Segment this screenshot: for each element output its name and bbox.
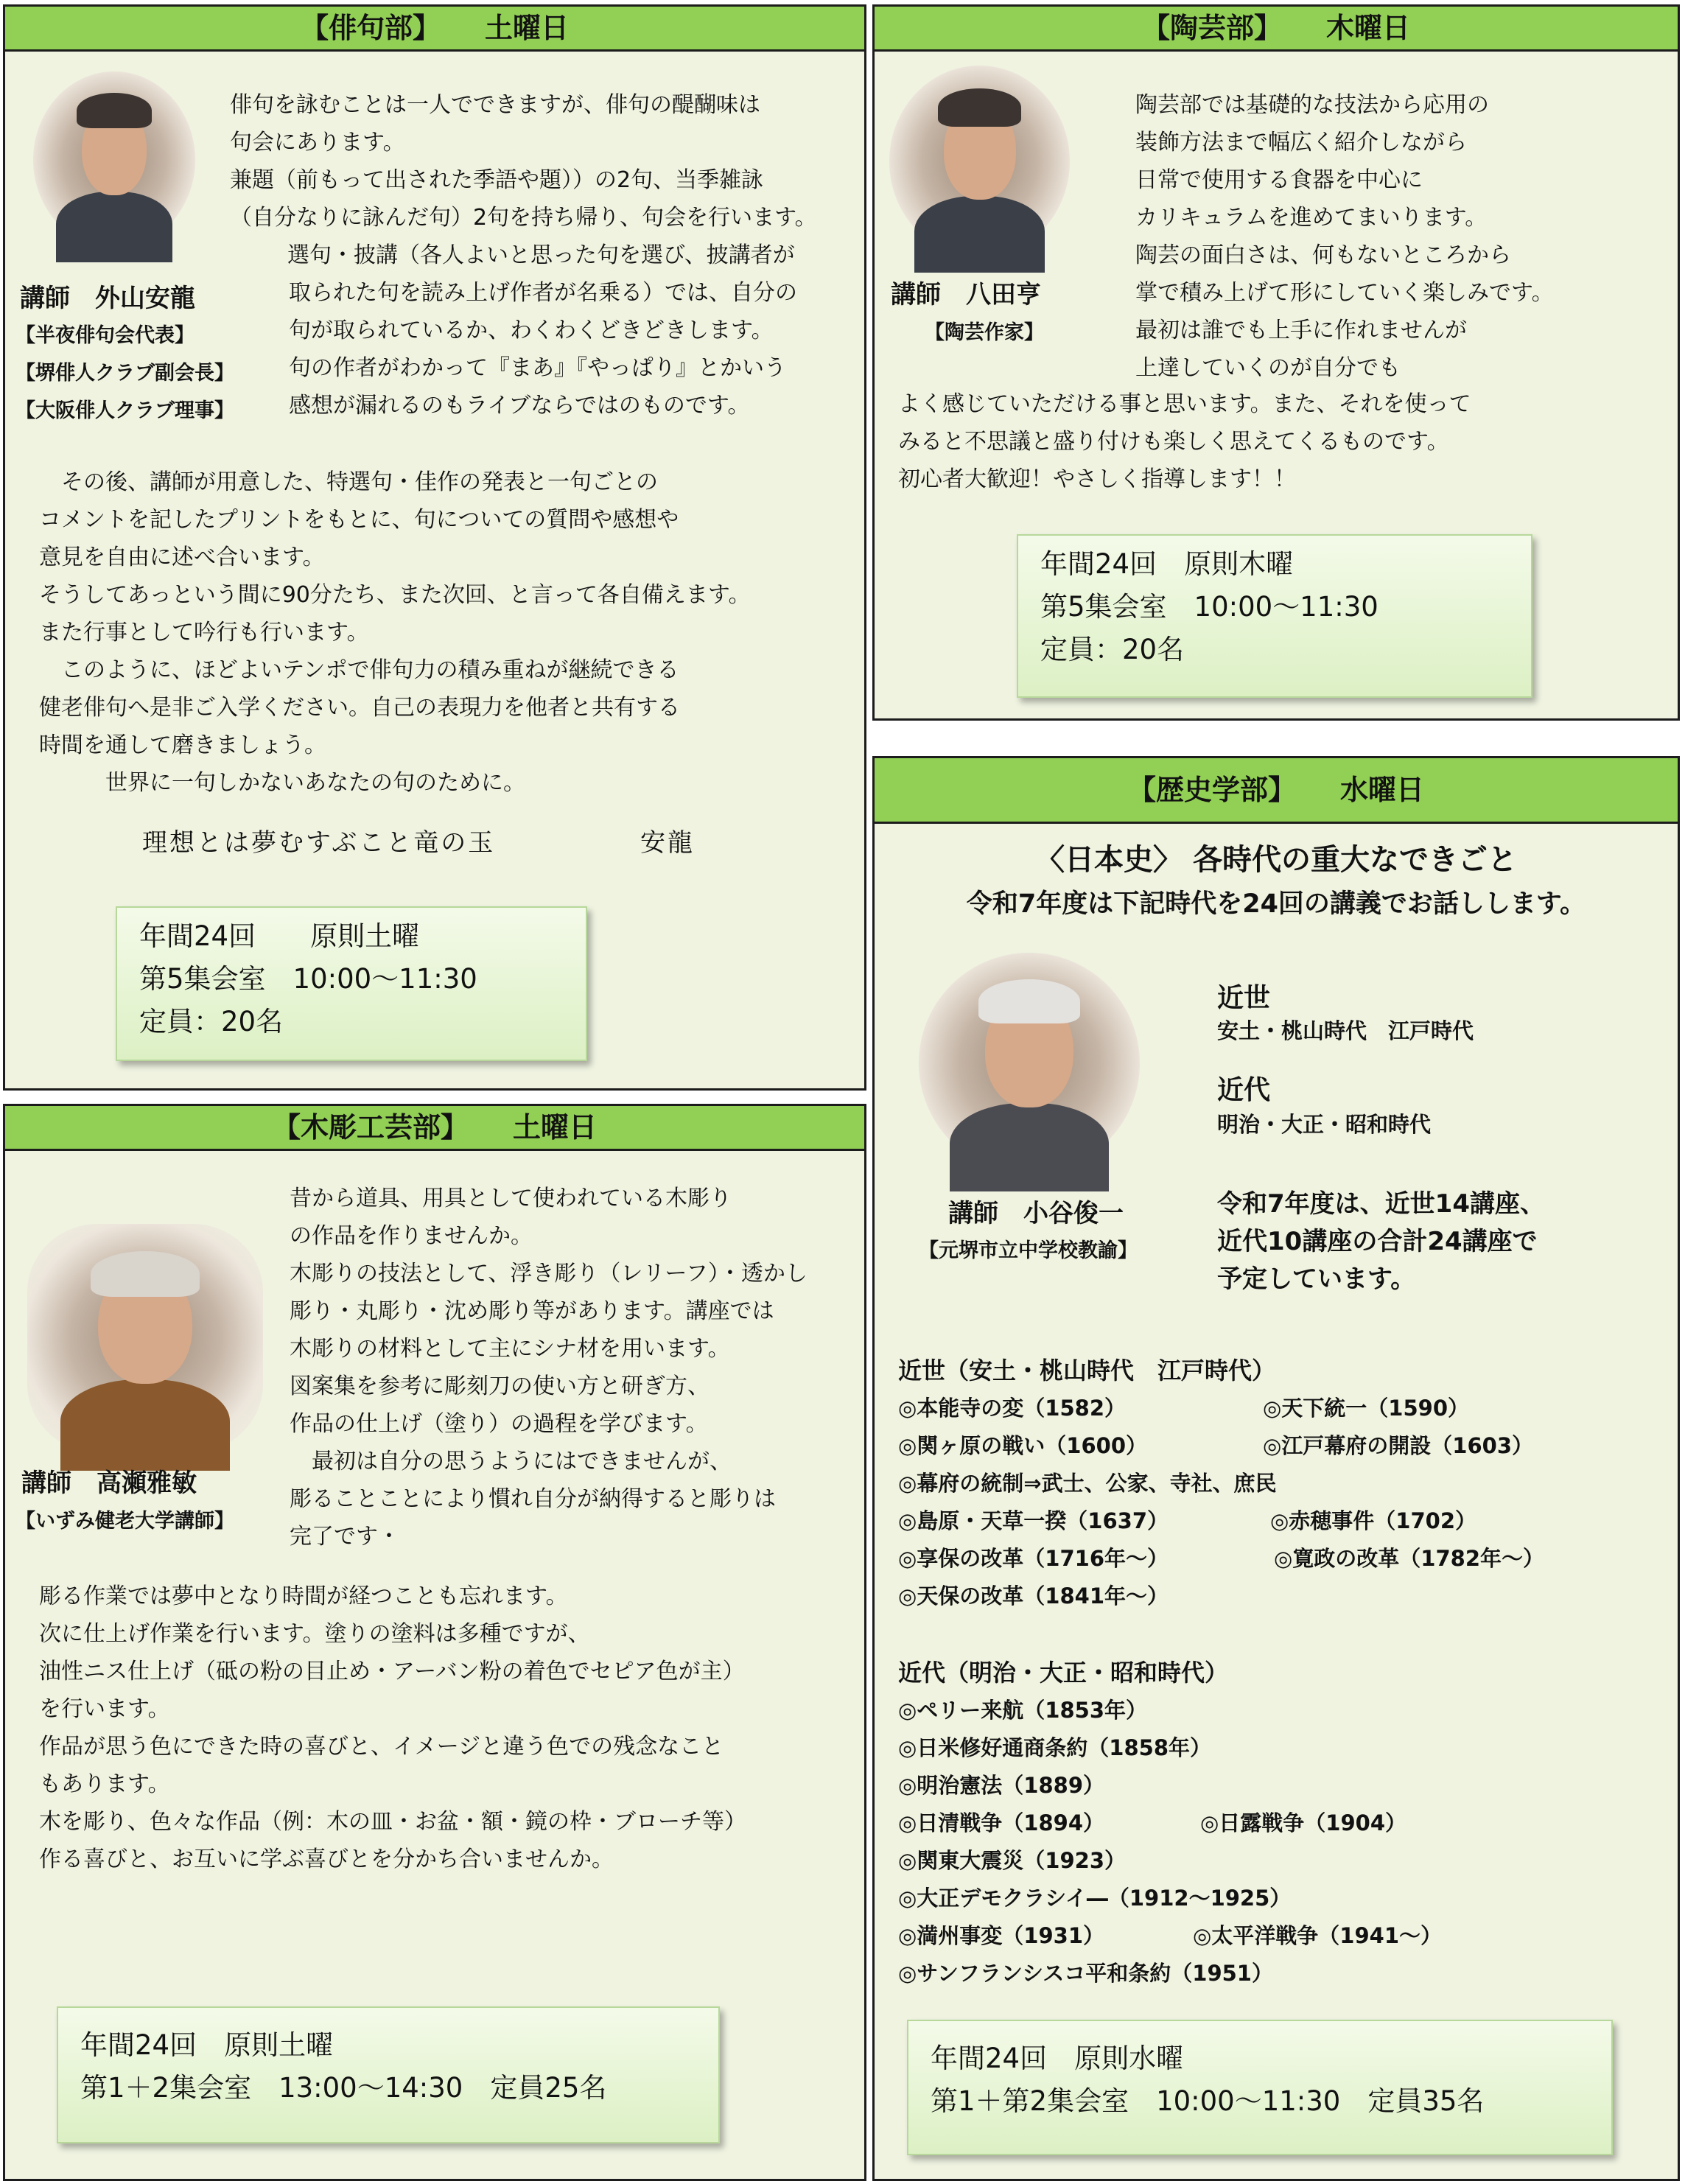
history-title: 【歴史学部】 <box>1127 774 1296 806</box>
haiku-poet: 安龍 <box>640 828 695 858</box>
haiku-day: 土曜日 <box>485 12 570 44</box>
pottery-teacher-photo <box>889 66 1070 257</box>
history-modern-list: 近代（明治・大正・昭和時代） ◎ペリー来航（1853年） ◎日米修好通商条約（1858年） ◎明治憲法（1889） ◎日清戦争（1894） ◎日露戦争（1904） ◎関東大震災（1923） ◎大正デモクラシイ―（1912～1925） ◎満州事変（1931） ◎太平洋戦争（1941～） ◎サンフランシスコ平和条約（1951） <box>898 1654 1291 1992</box>
pottery-title: 【陶芸部】 <box>1141 12 1282 44</box>
history-teacher-name: 講師 小谷俊一 <box>948 1199 1124 1228</box>
wood-body: 彫る作業では夢中となり時間が経つことも忘れます。 次に仕上げ作業を行います。塗りの塗料は多種ですが、 油性ニス仕上げ（砥の粉の目止め・アーバン粉の着色でセピア色が主） を行います。 作品が思う色にできた時の喜びと、イメージと違う色での残念なこと もあります。 木を彫り、色々な作品（例：木の皿・お盆・額・鏡の枠・ブローチ等） 作る喜びと、お互いに学ぶ喜びとを分かち合いませんか。 <box>39 1583 746 1872</box>
wood-header <box>5 1106 864 1151</box>
pottery-panel <box>872 4 1680 721</box>
history-subtitle: 〈日本史〉 各時代の重大なできごと <box>1035 843 1517 877</box>
history-day: 水曜日 <box>1340 774 1425 806</box>
wood-teacher-role: 【いずみ健老大学講師】 <box>15 1510 234 1533</box>
wood-info-box: 年間24回 原則土曜 第1＋2集会室 13:00～14:30 定員25名 <box>57 2006 720 2143</box>
history-era1: 近世 <box>1217 983 1271 1013</box>
haiku-teacher-photo <box>33 71 195 248</box>
haiku-teacher-role: 【半夜俳句会代表】 <box>15 324 195 347</box>
history-section-heading: 近代（明治・大正・昭和時代） <box>898 1659 1229 1687</box>
pottery-body: よく感じていただける事と思います。また、それを使って みると不思議と盛り付けも楽しく思えてくるものです。 初心者大歓迎！やさしく指導します！！ <box>898 391 1471 492</box>
haiku-body: その後、講師が用意した、特選句・佳作の発表と一句ごとの コメントを記したプリントをもとに、句についての質問や感想や 意見を自由に述べ合います。 そうしてあっという間に90分たち、また次回、と言って各自備えます。 また行事として吟行も行います。 このように、ほどよいテンポで俳句力の積み重ねが継続できる 健老俳句へ是非ご入学ください。自己の表現力を他者と共有する 時間を通して磨きましょう。 世界に一句しかないあなたの句のために。 <box>39 469 751 796</box>
wood-day: 土曜日 <box>513 1111 598 1144</box>
history-era2: 近代 <box>1217 1075 1271 1105</box>
wood-intro: 昔から道具、用具として使われている木彫り の作品を作りませんか。 木彫りの技法として、浮き彫り（レリーフ）・透かし 彫り・丸彫り・沈め彫り等があります。講座では 木彫りの材料として主にシナ材を用います。 図案集を参考に彫刻刀の使い方と研ぎ方、 作品の仕上げ（塗り）の過程を学びます。 最初は自分の思うようにはできませんが、 彫ることことにより慣れ自分が納得すると彫りは 完了です・ <box>290 1186 808 1550</box>
history-teacher-role: 【元堺市立中学校教諭】 <box>919 1239 1138 1262</box>
haiku-teacher-name: 講師 外山安龍 <box>20 284 195 313</box>
haiku-intro: 俳句を詠むことは一人でできますが、俳句の醍醐味は 句会にあります。 兼題（前もって出された季語や題））の2句、当季雑詠 （自分なりに詠んだ句）2句を持ち帰り、句会を行います。 選句・披講（各人よいと思った句を選び、披講者が 取られた句を読み上げ作者が名乗る）では、自分の 句が取られているか、わくわくどきどきします。 句の作者がわかって『まあ』『やっぱり』とかいう 感想が漏れるのもライブならではのものです。 <box>230 92 817 419</box>
pottery-day: 木曜日 <box>1326 12 1411 44</box>
history-early-modern-list: 近世（安土・桃山時代 江戸時代） ◎本能寺の変（1582） ◎天下統一（1590） ◎関ヶ原の戦い（1600） ◎江戸幕府の開設（1603） ◎幕府の統制⇒武士、公家、寺社、庶民 ◎島原・天草一揆（1637） ◎赤穂事件（1702） ◎享保の改革（1716年～） ◎寛政の改革（1782年～） ◎天保の改革（1841年～） <box>898 1352 1277 1615</box>
haiku-poem: 理想とは夢むすぶこと竜の玉 <box>142 828 496 858</box>
pottery-teacher-name: 講師 八田亨 <box>891 280 1041 309</box>
history-teacher-photo <box>919 953 1140 1174</box>
pottery-intro: 陶芸部では基礎的な技法から応用の 装飾方法まで幅広く紹介しながら 日常で使用する食器を中心に カリキュラムを進めてまいります。 陶芸の面白さは、何もないところから 掌で積み上げて形にしていく楽しみです。 最初は誰でも上手に作れませんが 上達していくのが自分でも <box>1135 92 1554 381</box>
pottery-info-box: 年間24回 原則木曜 第5集会室 10:00～11:30 定員：20名 <box>1017 534 1532 698</box>
history-section-heading: 近世（安土・桃山時代 江戸時代） <box>898 1357 1276 1385</box>
pottery-header <box>875 7 1678 52</box>
haiku-info-box: 年間24回 原則土曜 第5集会室 10:00～11:30 定員：20名 <box>116 906 587 1061</box>
haiku-teacher-role: 【大阪俳人クラブ理事】 <box>15 399 234 422</box>
wood-title: 【木彫工芸部】 <box>272 1111 469 1144</box>
history-era1-sub: 安土・桃山時代 江戸時代 <box>1217 1018 1474 1043</box>
history-info-box: 年間24回 原則水曜 第1＋第2集会室 10:00～11:30 定員35名 <box>907 2020 1613 2155</box>
history-era2-sub: 明治・大正・昭和時代 <box>1217 1112 1432 1137</box>
haiku-title: 【俳句部】 <box>300 12 441 44</box>
pottery-teacher-role: 【陶芸作家】 <box>925 321 1044 344</box>
haiku-teacher-role: 【堺俳人クラブ副会長】 <box>15 362 234 385</box>
history-plan: 令和7年度は、近世14講座、 近代10講座の合計24講座で 予定しています。 <box>1217 1189 1545 1294</box>
history-panel <box>872 756 1680 2181</box>
haiku-panel <box>3 4 866 1091</box>
history-header <box>875 758 1678 824</box>
wood-teacher-name: 講師 高瀬雅敏 <box>21 1469 197 1498</box>
history-lead: 令和7年度は下記時代を24回の講義でお話しします。 <box>966 889 1586 919</box>
wood-teacher-photo <box>27 1224 263 1452</box>
wood-panel <box>3 1104 866 2181</box>
haiku-header <box>5 7 864 52</box>
